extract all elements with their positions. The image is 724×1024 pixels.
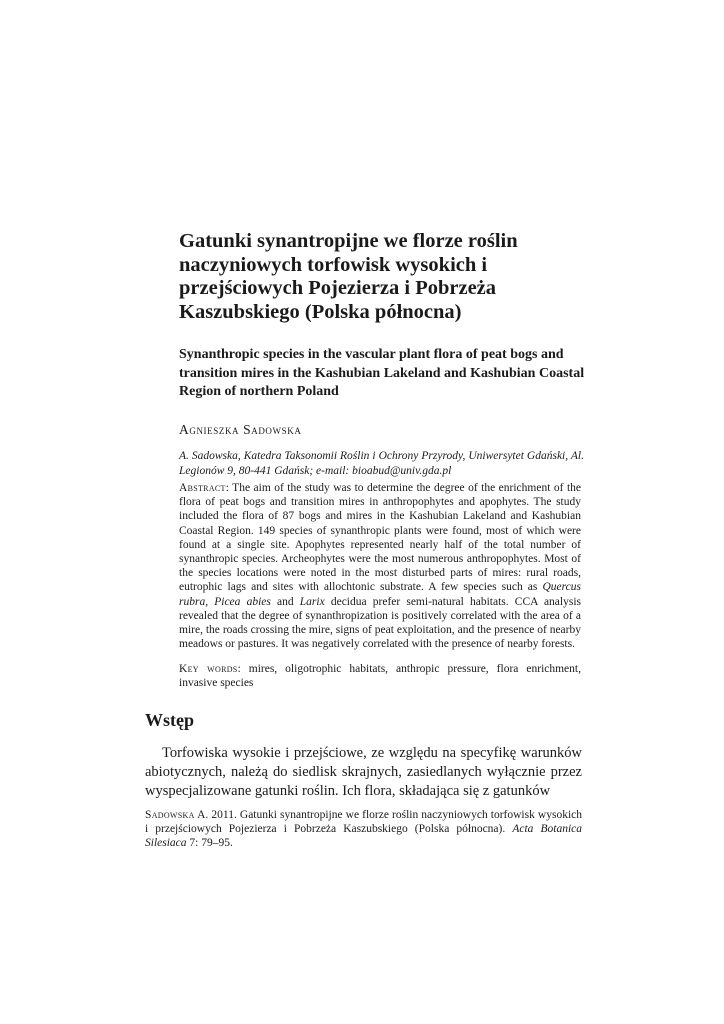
abstract-separator: and (270, 595, 300, 608)
abstract-separator: , (205, 595, 215, 608)
abstract (179, 481, 581, 651)
paper-subtitle: Synanthropic species in the vascular plant flora of peat bogs and transition mires in the Kashubian Lakeland and Kashubian Coastal Region of northern Poland (179, 347, 585, 399)
citation-journal: Acta Botanica Silesiaca (145, 823, 582, 850)
citation-text-part2: 7: 79–95. (186, 837, 233, 850)
paper-title: Gatunki synantropijne we florze roślin naczyniowych torfowisk wysokich i przejściowych Pojezierza i Pobrzeża Kaszubskiego (Polska północna) (179, 230, 518, 323)
section-body-text: Torfowiska wysokie i przejściowe, ze względu na specyfikę warunków abiotycznych, należą do siedlisk skrajnych, zasiedlanych wyłącznie przez wyspecjalizowane gatunki roślin. Ich flora, składająca się z gatunków (145, 745, 582, 800)
abstract-text-part2: decidua prefer semi-natural habitats. CCA analysis revealed that the degree of synanthropization is positively correlated with the area of a mire, the roads crossing the mire, signs of peat exploitation, and the presence of nearby meadows or pastures. It was negatively correlated with the presence of nearby forests. (179, 595, 582, 651)
section-heading: Wstęp (145, 710, 194, 730)
citation-author: Sadowska (145, 809, 195, 821)
author-affiliation: A. Sadowska, Katedra Taksonomii Roślin i Ochrony Przyrody, Uniwersytet Gdański, Al. Legionów 9, 80-441 Gdańsk; e-mail: bioabud@univ.gda.pl (179, 450, 584, 477)
keywords (179, 662, 581, 690)
species-name: Larix (299, 595, 325, 608)
species-name: Picea abies (214, 595, 271, 608)
keywords-text: : mires, oligotrophic habitats, anthropic pressure, flora enrichment, invasive species (179, 663, 581, 690)
keywords-label: Key words (179, 663, 238, 675)
abstract-label: Abstract (179, 482, 226, 494)
citation-text-part1: A. 2011. Gatunki synantropijne we florze roślin naczyniowych torfowisk wysokich i przejściowych Pojezierza i Pobrzeża Kaszubskiego (Polska północna). (145, 809, 582, 836)
author-name: Agnieszka Sadowska (179, 422, 302, 437)
species-name: Quercus rubra (179, 581, 581, 608)
citation (145, 808, 582, 851)
abstract-text-part1: : The aim of the study was to determine the degree of the enrichment of the flora of peat bogs and transition mires in anthropophytes and apophytes. The study included the flora of 87 bogs and mires in the Kashubian Lakeland and Kashubian Coastal Region. 149 species of synanthropic plants were found, most of which were found at a single site. Apophytes represented nearly half of the total number of synanthropic species. Archeophytes were the most numerous anthropophytes. Most of the species locations were noted in the most disturbed parts of mires: rural roads, eutrophic lags and sites with allochtonic substrate. A few species such as (179, 482, 581, 594)
